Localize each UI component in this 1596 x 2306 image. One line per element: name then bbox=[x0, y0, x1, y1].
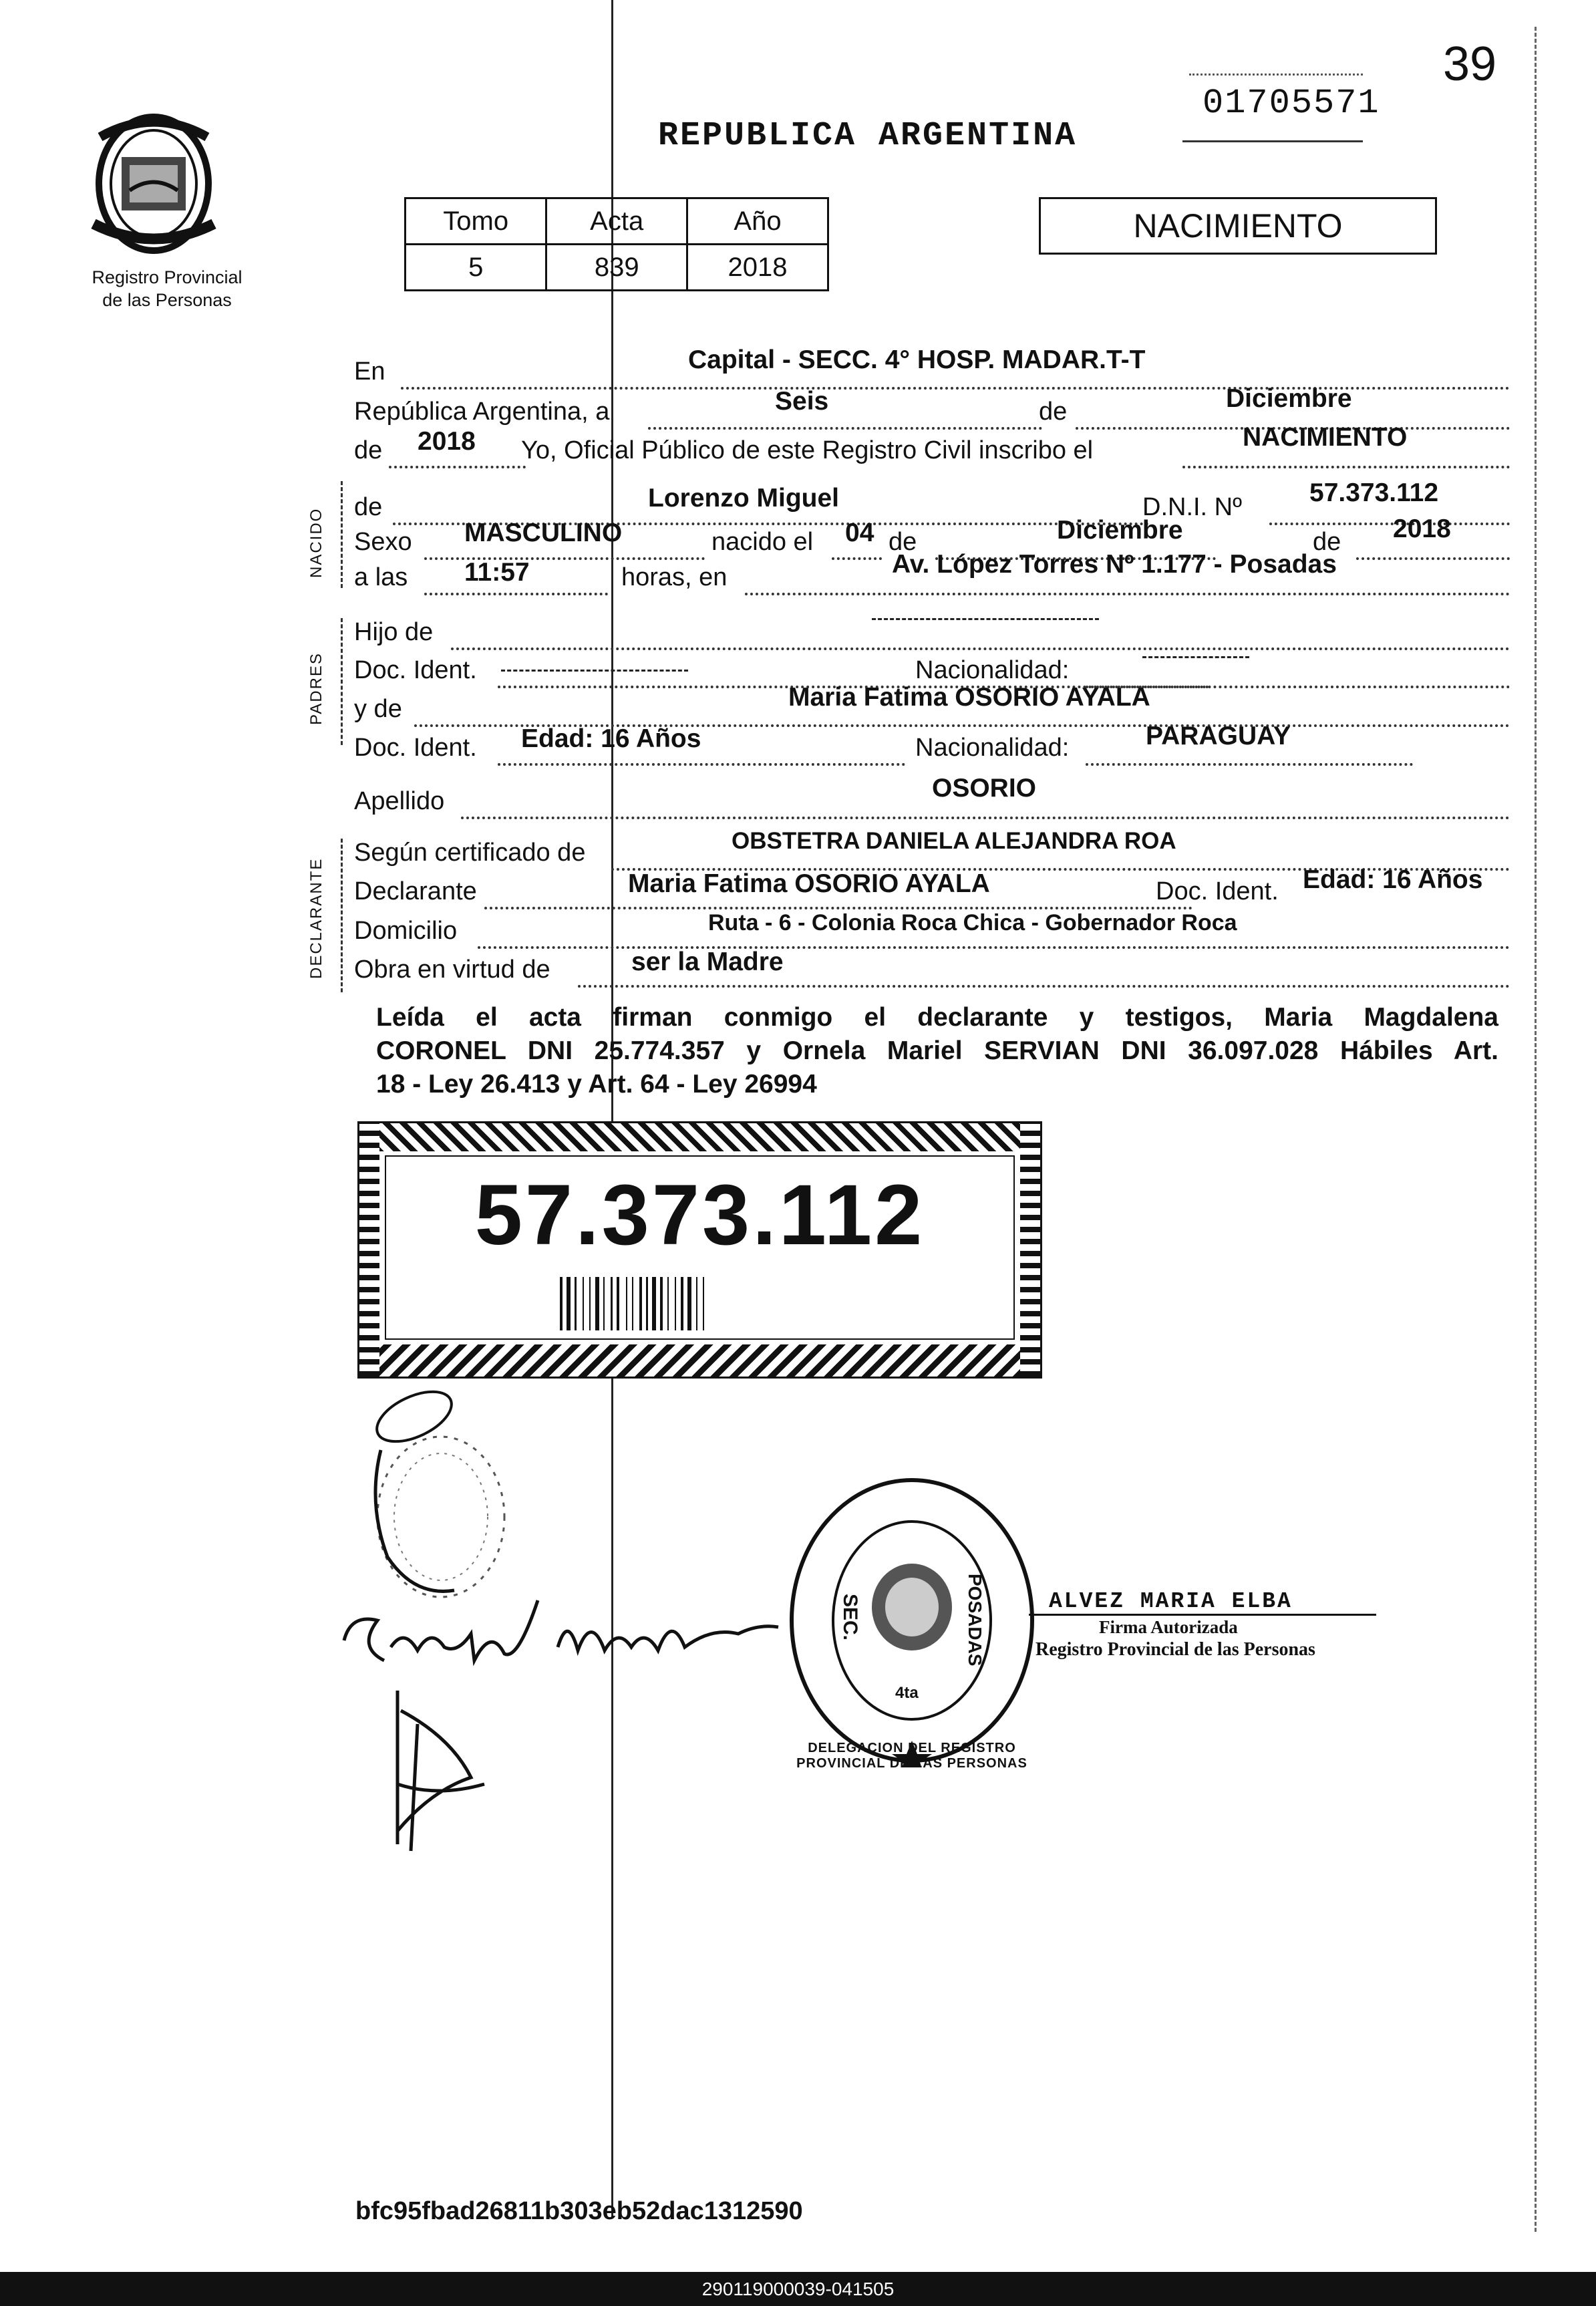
table-header-tomo: Tomo bbox=[406, 198, 546, 245]
closing-line-1: Leída el acta firman conmigo el declarante y testigos, Maria Magdalena bbox=[376, 1003, 1498, 1032]
page-number: 39 bbox=[1443, 37, 1497, 91]
label-nacido-el: nacido el bbox=[711, 528, 814, 556]
label-de: de bbox=[1039, 398, 1068, 426]
barcode-bar bbox=[583, 1277, 584, 1330]
serial-underline bbox=[1182, 140, 1363, 142]
value-time: 11:57 bbox=[464, 558, 530, 587]
row-obra bbox=[354, 948, 1510, 996]
label-de-nacido: de bbox=[354, 493, 383, 521]
blank-line bbox=[872, 618, 1099, 620]
label-doc-ident-2: Doc. Ident. bbox=[354, 734, 477, 762]
barcode-bar bbox=[639, 1277, 642, 1330]
blank-line bbox=[501, 670, 688, 672]
serial-overline bbox=[1189, 74, 1363, 76]
value-inscribo: NACIMIENTO bbox=[1243, 423, 1408, 452]
barcode-bar bbox=[589, 1277, 591, 1330]
stamp-posadas: POSADAS bbox=[965, 1574, 985, 1667]
fold-line bbox=[611, 0, 613, 2218]
barcode-bar bbox=[646, 1277, 648, 1330]
registrar-signature bbox=[371, 1684, 491, 1858]
side-label-padres: PADRES bbox=[307, 652, 325, 725]
barcode-bar bbox=[660, 1277, 663, 1330]
table-value-acta: 839 bbox=[546, 245, 687, 291]
table-value-tomo: 5 bbox=[406, 245, 546, 291]
row-hijo-de bbox=[354, 618, 1510, 658]
label-horas-en: horas, en bbox=[621, 563, 728, 591]
label-doc-ident: Doc. Ident. bbox=[354, 656, 477, 684]
authorized-name: ALVEZ MARIA ELBA bbox=[1029, 1589, 1376, 1616]
barcode-bar bbox=[632, 1277, 633, 1330]
right-edge-marks bbox=[1535, 27, 1537, 2232]
label-nacionalidad: Nacionalidad: bbox=[915, 656, 1070, 684]
stamp-4ta: 4ta bbox=[895, 1684, 919, 1702]
label-de-birth2: de bbox=[1313, 528, 1341, 556]
label-segun: Según certificado de bbox=[354, 839, 586, 867]
closing-line-2: CORONEL DNI 25.774.357 y Ornela Mariel SERVIAN DNI 36.097.028 Hábiles Art. bbox=[376, 1036, 1498, 1065]
value-place: Capital - SECC. 4° HOSP. MADAR.T-T bbox=[688, 345, 1146, 374]
barcode-bar bbox=[617, 1277, 619, 1330]
value-mother: Maria Fatima OSORIO AYALA bbox=[788, 683, 1150, 712]
barcode-bar bbox=[667, 1277, 669, 1330]
closing-text bbox=[376, 1001, 1498, 1101]
dotted-line bbox=[451, 647, 1510, 650]
label-doc-ident-3: Doc. Ident. bbox=[1156, 877, 1279, 905]
value-apellido: OSORIO bbox=[932, 774, 1037, 803]
stamp-ring-text: DELEGACION DEL REGISTRO PROVINCIAL DE LAS PERSONAS bbox=[796, 1741, 1027, 1771]
row-domicilio bbox=[354, 910, 1510, 957]
sticker-inner bbox=[385, 1155, 1015, 1340]
row-apellido bbox=[354, 774, 1510, 827]
value-child-name: Lorenzo Miguel bbox=[648, 484, 839, 513]
sticker-pattern-right bbox=[1020, 1123, 1040, 1377]
sticker-pattern-top bbox=[359, 1123, 1040, 1151]
label-declarante: Declarante bbox=[354, 877, 477, 905]
serial-number: 01705571 bbox=[1203, 84, 1380, 123]
footer-code: 290119000039-041505 bbox=[701, 2279, 895, 2299]
value-domicilio: Ruta - 6 - Colonia Roca Chica - Gobernador Roca bbox=[708, 910, 1237, 935]
dotted-line bbox=[484, 907, 1192, 909]
value-mother-nationality: PARAGUAY bbox=[1146, 722, 1291, 750]
province-seal bbox=[80, 110, 227, 264]
barcode-bar bbox=[575, 1277, 577, 1330]
value-sexo: MASCULINO bbox=[464, 519, 623, 547]
label-hijo-de: Hijo de bbox=[354, 618, 434, 646]
registry-name-line1: Registro Provincial bbox=[92, 267, 243, 287]
dotted-line bbox=[424, 593, 608, 595]
label-de2: de bbox=[354, 436, 383, 464]
witness-signature bbox=[337, 1587, 792, 1674]
blank-line bbox=[1142, 656, 1249, 658]
barcode-bar bbox=[652, 1277, 656, 1330]
value-month: Diciembre bbox=[1226, 384, 1352, 413]
dotted-line bbox=[389, 466, 526, 468]
section-bar-nacido bbox=[341, 481, 343, 588]
label-dni: D.N.I. Nº bbox=[1142, 493, 1242, 521]
dotted-line bbox=[461, 817, 1510, 819]
barcode-bar bbox=[560, 1277, 563, 1330]
barcode-bar bbox=[626, 1277, 627, 1330]
label-apellido: Apellido bbox=[354, 787, 445, 815]
sticker-pattern-left bbox=[359, 1123, 379, 1377]
row-hora bbox=[354, 550, 1510, 603]
table-header-acta: Acta bbox=[546, 198, 687, 245]
dni-big-number: 57.373.112 bbox=[474, 1167, 925, 1263]
closing-line-3: 18 - Ley 26.413 y Art. 64 - Ley 26994 bbox=[376, 1070, 817, 1099]
label-en: En bbox=[354, 357, 385, 386]
document-hash: bfc95fbad26811b303eb52dac1312590 bbox=[355, 2197, 803, 2225]
section-bar-declarante bbox=[341, 839, 343, 992]
dotted-line bbox=[578, 985, 1510, 988]
document-type-box bbox=[1039, 197, 1437, 255]
barcode-bar bbox=[675, 1277, 676, 1330]
section-bar-padres bbox=[341, 618, 343, 745]
authorized-registry: Registro Provincial de las Personas bbox=[1035, 1639, 1315, 1660]
authorized-stamp bbox=[1029, 1589, 1376, 1661]
register-table bbox=[404, 197, 829, 291]
fingerprint bbox=[341, 1390, 541, 1604]
barcode-bar bbox=[567, 1277, 571, 1330]
value-birth-day: 04 bbox=[845, 519, 874, 547]
registry-name-line2: de las Personas bbox=[102, 290, 232, 310]
label-domicilio: Domicilio bbox=[354, 917, 458, 945]
dotted-line bbox=[832, 557, 882, 560]
dotted-line bbox=[1182, 466, 1510, 468]
footer-bar bbox=[0, 2272, 1596, 2306]
value-birth-month: Diciembre bbox=[1057, 516, 1183, 545]
label-nacionalidad-2: Nacionalidad: bbox=[915, 734, 1070, 762]
row-doc-ident-2 bbox=[354, 722, 1510, 774]
dotted-line bbox=[1086, 763, 1413, 766]
authorized-role: Firma Autorizada bbox=[1099, 1617, 1238, 1637]
table-value-anio: 2018 bbox=[687, 245, 828, 291]
barcode-bar bbox=[681, 1277, 683, 1330]
value-birth-place: Av. López Torres Nº 1.177 - Posadas bbox=[892, 550, 1337, 579]
dotted-line bbox=[498, 763, 905, 766]
value-obra: ser la Madre bbox=[631, 948, 784, 976]
side-label-nacido: NACIDO bbox=[307, 507, 325, 578]
dni-label-sticker bbox=[357, 1121, 1042, 1379]
dotted-line bbox=[648, 427, 1042, 430]
label-a-las: a las bbox=[354, 563, 408, 591]
value-day: Seis bbox=[775, 387, 829, 416]
dotted-line bbox=[1356, 557, 1510, 560]
stamp-sec: SEC. bbox=[839, 1594, 861, 1641]
dotted-line bbox=[1269, 523, 1510, 525]
official-stamp bbox=[785, 1473, 1039, 1771]
label-republica: República Argentina, a bbox=[354, 398, 610, 426]
value-segun: OBSTETRA DANIELA ALEJANDRA ROA bbox=[732, 828, 1176, 854]
sticker-pattern-bottom bbox=[359, 1344, 1040, 1377]
value-mother-doc: Edad: 16 Años bbox=[521, 724, 701, 753]
table-header-anio: Año bbox=[687, 198, 828, 245]
label-sexo: Sexo bbox=[354, 528, 412, 556]
barcode-bar bbox=[595, 1277, 599, 1330]
value-declarante-doc: Edad: 16 Años bbox=[1303, 865, 1483, 894]
label-y-de: y de bbox=[354, 695, 402, 723]
side-label-declarante: DECLARANTE bbox=[307, 857, 325, 979]
document-type: NACIMIENTO bbox=[1133, 207, 1343, 245]
value-birth-year: 2018 bbox=[1393, 515, 1451, 543]
label-obra: Obra en virtud de bbox=[354, 956, 550, 984]
barcode-bar bbox=[703, 1277, 704, 1330]
country-title: REPUBLICA ARGENTINA bbox=[658, 117, 1078, 155]
barcode-bar bbox=[603, 1277, 605, 1330]
row-year bbox=[354, 423, 1510, 476]
dotted-line bbox=[745, 593, 1510, 595]
value-dni: 57.373.112 bbox=[1309, 478, 1439, 507]
value-declarante: Maria Fatima OSORIO AYALA bbox=[628, 869, 990, 898]
barcode-bar bbox=[696, 1277, 697, 1330]
barcode-bar bbox=[687, 1277, 691, 1330]
label-yo: Yo, Oficial Público de este Registro Civil inscribo el bbox=[521, 436, 1094, 464]
barcode-bar bbox=[611, 1277, 613, 1330]
label-de-birth: de bbox=[889, 528, 917, 556]
value-year: 2018 bbox=[418, 427, 476, 456]
dni-barcode bbox=[560, 1277, 840, 1330]
